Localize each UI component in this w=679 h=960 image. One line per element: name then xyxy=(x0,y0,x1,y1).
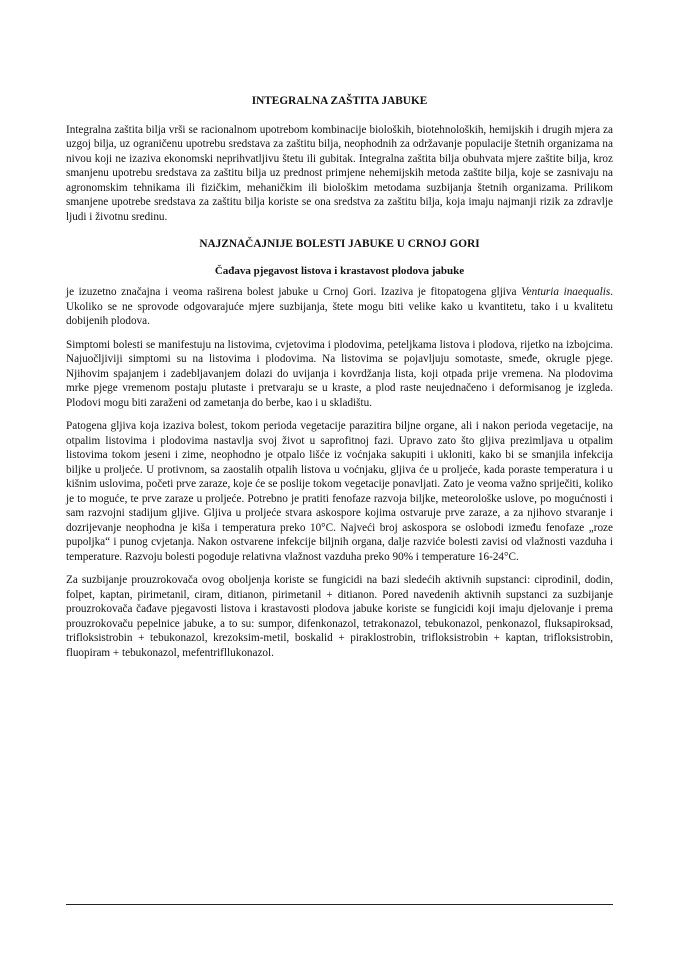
section-heading: NAJZNAČAJNIJE BOLESTI JABUKE U CRNOJ GORI xyxy=(199,238,480,250)
species-name: Venturia inaequalis xyxy=(521,286,611,298)
footer-divider xyxy=(66,904,613,905)
disease-heading: Čađava pjegavost listova i krastavost plodova jabuke xyxy=(214,264,465,277)
document-body xyxy=(66,94,613,669)
disease-intro-text-after: . Ukoliko se ne sprovode odgovarajuće mjere suzbijanja, štete mogu biti velike kako u kvantitetu, tako i u kvalitetu dobijenih plodova. xyxy=(66,286,613,327)
control-paragraph: Za suzbijanje prouzrokovača ovog oboljenja koriste se fungicidi na bazi sledećih aktivnih supstanci: ciprodinil, dodin, folpet, kaptan, pirimetanil, ciram, ditianon, pirimetanil + ditianon. Pored navedenih aktivnih supstanci za suzbijanje prouzrokovača čađave pjegavosti listova i krastavosti plodova jabuke koriste se fungicidi koji imaju djelovanje i prema prouzrokovaču pepelnice jabuke, a to su: sumpor, difenkonazol, tetrakonazol, tebukonazol, penkonazol, fluksapiroksad, trifloksistrobin + tebukonazol, krezoksim-metil, boskalid + piraklostrobin, trifloksistrobin + kaptan, trifloksistrobin, fluopiram + tebukonazol, mefentrifllukonazol. xyxy=(66,574,613,659)
disease-intro-text-before: je izuzetno značajna i veoma raširena bolest jabuke u Crnoj Gori. Izaziva je fitopatogena gljiva xyxy=(66,286,522,298)
symptoms-paragraph: Simptomi bolesti se manifestuju na listovima, cvjetovima i plodovima, peteljkama listova i plodova, rijetko na izbojcima. Najuočljiviji simptomi su na listovima i plodovima. Na listovima se pojavljuju somotaste, smeđe, okrugle pjege. Njihovim spajanjem i zadebljavanjem dolazi do uvijanja i kovrdžanja lista, koji otpada prije vremena. Na plodovima mrke pjege vremenom postaju plutaste i pretvaraju se u kraste, a plod raste neujednačeno i deformisanog je izgleda. Plodovi mogu biti zaraženi od zametanja do berbe, kao i u skladištu. xyxy=(66,338,613,409)
intro-paragraph: Integralna zaštita bilja vrši se racionalnom upotrebom kombinacije bioloških, biotehnoloških, hemijskih i drugih mjera za uzgoj bilja, uz ograničenu upotrebu sredstava za zaštitu bilja, neophodnih za održavanje populacije štetnih organizama na nivou koji ne izaziva ekonomski neprihvatljivu štetu ili gubitak. Integralna zaštita bilja obuhvata mjere zaštite bilja, kroz smanjenu upotrebu sredstava za zaštitu bilja uz prednost primjene nehemijskih metoda zaštite bilja, koje se zasnivaju na agronomskim tehnikama ili fizičkim, mehaničkim ili biološkim metodama suzbijanja štetnih organizama. Prilikom smanjene upotrebe sredstava za zaštitu bilja koriste se ona sredstva za zaštitu bilja, koja imaju najmanji rizik za zdravlje ljudi i životnu sredinu. xyxy=(66,123,613,223)
page-title: INTEGRALNA ZAŠTITA JABUKE xyxy=(251,95,428,107)
pathogen-paragraph: Patogena gljiva koja izaziva bolest, tokom perioda vegetacije parazitira biljne organe, ali i nakon perioda vegetacije, na otpalim listovima i plodovima nastavlja svoj život u saprofitnoj fazi. Upravo zato što gljiva prezimljava u otpalim listovima tokom jeseni i zime, neophodno je otpalo lišće iz voćnjaka sakupiti i ukloniti, kako bi se smanjila infekcija biljke u proljeće. U protivnom, sa zaostalih otpalih listova u voćnjaku, gljiva će u proljeće, kada poraste temperatura i u kišnim uslovima, početi prve zaraze, koje će se poslije tokom vegetacije ponavljati. Zato je veoma važno spriječiti, koliko je to moguće, te prve zaraze u proljeće. Potrebno je pratiti fenofaze razvoja bilјke, meteorološke uslove, po mogućnosti i sam razvojni stadijum gljive. Gljiva u proljeće stvara askospore kojima ostvaruje prve zaraze, a za njihovo stvaranje i dozrijevanje neophodna je kiša i temperatura preko 10°C. Najveći broj askospora se oslobodi između fenofaze „roze pupoljka“ i punog cvjetanja. Nakon ostvarene infekcije biljnih organa, dalje razviće bolesti zavisi od vlažnosti vazduha i temperature. Razvoju bolesti pogoduje relativna vlažnost vazduha preko 90% i temperature 16-24°C. xyxy=(66,420,613,563)
disease-intro-paragraph xyxy=(66,285,613,329)
